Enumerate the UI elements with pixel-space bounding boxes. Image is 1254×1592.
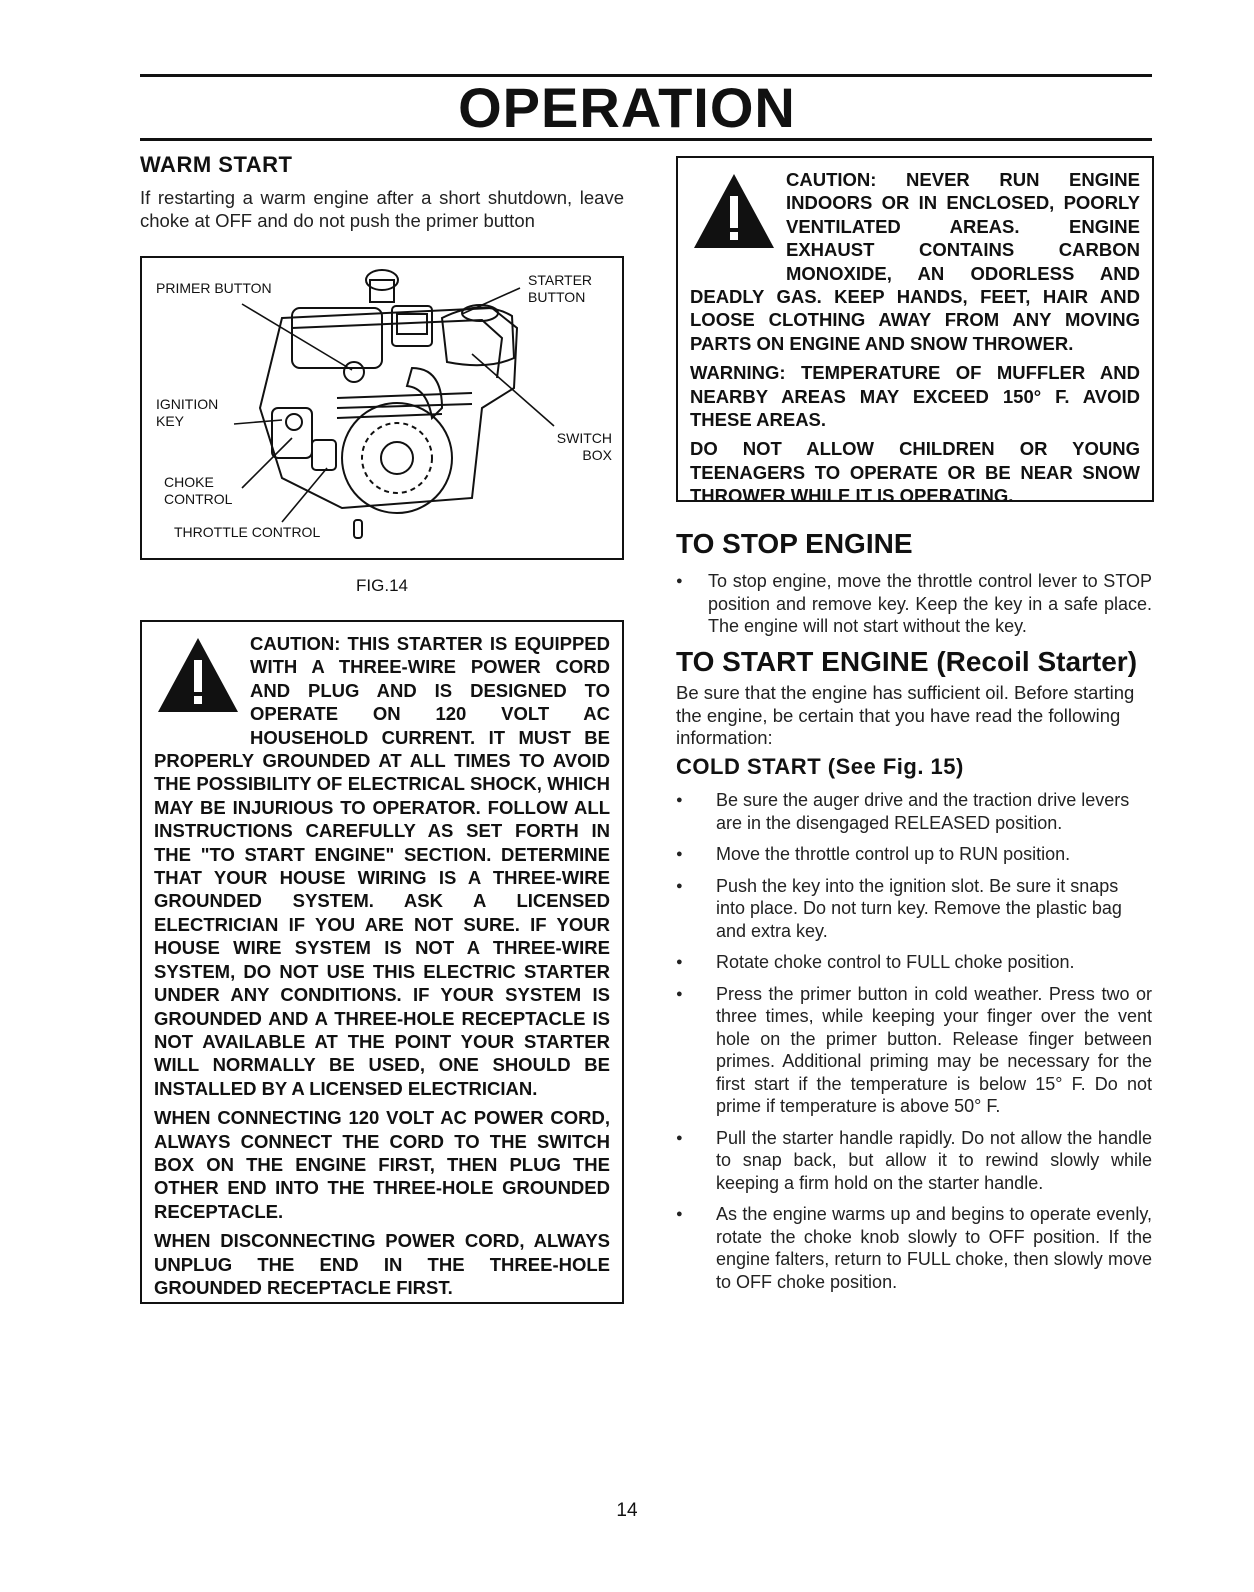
label-starter-button: STARTER BUTTON [528, 272, 593, 305]
list-item: ● Press the primer button in cold weather. Press two or three times, while keeping your finger over the vent hole on the primer button. Release finger between primes. Additional priming may be necessary for the first start if the temperature is below 15° F. Do not prime if temperature is above 50° F. [676, 983, 1152, 1118]
page-number: 14 [616, 1500, 638, 1521]
warm-start-text: If restarting a warm engine after a short shutdown, leave choke at OFF and do not push the primer button [140, 187, 624, 231]
engine-figure [140, 256, 624, 560]
caution-exhaust-para2: WARNING: TEMPERATURE OF MUFFLER AND NEARBY AREAS MAY EXCEED 150° F. AVOID THESE AREAS. [690, 362, 1140, 431]
list-item: ● Move the throttle control up to RUN position. [676, 843, 1152, 866]
label-throttle-control: THROTTLE CONTROL [174, 524, 321, 540]
warning-triangle-icon [154, 632, 242, 726]
caution-exhaust-para1: CAUTION: NEVER RUN ENGINE INDOORS OR IN ENCLOSED, POORLY VENTILATED AREAS. ENGINE EXHAUST CONTAINS CARBON MONOXIDE, AN ODORLESS AND DEADLY GAS. KEEP HANDS, FEET, HAIR AND LOOSE CLOTHING AWAY FROM ANY MOVING PARTS ON ENGINE AND SNOW THROWER. [690, 169, 1140, 354]
figure-caption: FIG.14 [356, 576, 408, 595]
stop-engine-heading: TO STOP ENGINE [676, 528, 913, 559]
label-choke-control: CHOKE CONTROL [164, 474, 233, 507]
caution-electric-para1: CAUTION: THIS STARTER IS EQUIPPED WITH A THREE-WIRE POWER CORD AND PLUG AND IS DESIGNED TO OPERATE ON 120 VOLT AC HOUSEHOLD CURRENT. IT MUST BE PROPERLY GROUNDED AT ALL TIMES TO AVOID THE POSSIBILITY OF ELECTRICAL SHOCK, WHICH MAY BE INJURIOUS TO OPERATOR. FOLLOW ALL INSTRUCTIONS CAREFULLY AS SET FORTH IN THE "TO START ENGINE" SECTION. DETERMINE THAT YOUR HOUSE WIRING IS A THREE-WIRE GROUNDED SYSTEM. ASK A LICENSED ELECTRICIAN IF YOU ARE NOT SURE. IF YOUR HOUSE WIRE SYSTEM IS NOT A THREE-WIRE SYSTEM, DO NOT USE THIS ELECTRIC STARTER UNDER ANY CONDITIONS. IF YOUR SYSTEM IS GROUNDED AND A THREE-HOLE RECEPTACLE IS NOT AVAILABLE AT THE POINT YOUR STARTER WILL NORMALLY BE USED, ONE SHOULD BE INSTALLED BY A LICENSED ELECTRICIAN. [154, 633, 610, 1099]
warm-start-heading: WARM START [140, 152, 293, 177]
list-item: ● Push the key into the ignition slot. Be sure it snaps into place. Do not turn key. Remove the plastic bag and extra key. [676, 875, 1152, 943]
label-primer-button: PRIMER BUTTON [156, 280, 272, 296]
stop-engine-list [676, 570, 1152, 647]
cold-start-list [676, 789, 1152, 1302]
page-title: OPERATION [458, 76, 796, 139]
title-rule [140, 138, 1152, 141]
warning-triangle-icon [690, 168, 778, 262]
caution-electric-para2: WHEN CONNECTING 120 VOLT AC POWER CORD, ALWAYS CONNECT THE CORD TO THE SWITCH BOX ON THE ENGINE FIRST, THEN PLUG THE OTHER END INTO THE THREE-HOLE GROUNDED RECEPTACLE. [154, 1107, 610, 1222]
start-engine-intro: Be sure that the engine has sufficient oil. Before starting the engine, be certain that you have read the following information: [676, 682, 1135, 748]
label-ignition-key: IGNITION KEY [156, 396, 219, 429]
caution-exhaust-para3: DO NOT ALLOW CHILDREN OR YOUNG TEENAGERS TO OPERATE OR BE NEAR SNOW THROWER WHILE IT IS OPERATING. [690, 438, 1140, 507]
caution-box-electric [140, 620, 624, 1304]
label-switch-box: SWITCH BOX [556, 430, 612, 463]
list-item: ● Rotate choke control to FULL choke position. [676, 951, 1152, 974]
list-item: ● Be sure the auger drive and the traction drive levers are in the disengaged RELEASED position. [676, 789, 1152, 834]
list-item: ● To stop engine, move the throttle control lever to STOP position and remove key. Keep the key in a safe place. The engine will not start without the key. [676, 570, 1152, 638]
list-item: ● Pull the starter handle rapidly. Do not allow the handle to snap back, but allow it to rewind slowly while keeping a firm hold on the starter handle. [676, 1127, 1152, 1195]
caution-electric-para3: WHEN DISCONNECTING POWER CORD, ALWAYS UNPLUG THE END IN THE THREE-HOLE GROUNDED RECEPTACLE FIRST. [154, 1230, 610, 1298]
caution-box-exhaust [676, 156, 1154, 507]
list-item: ● As the engine warms up and begins to operate evenly, rotate the choke knob slowly to OFF position. If the engine falters, return to FULL choke, then slowly move to OFF choke position. [676, 1203, 1152, 1293]
cold-start-heading: COLD START (See Fig. 15) [676, 754, 964, 779]
start-engine-heading: TO START ENGINE (Recoil Starter) [676, 646, 1138, 677]
